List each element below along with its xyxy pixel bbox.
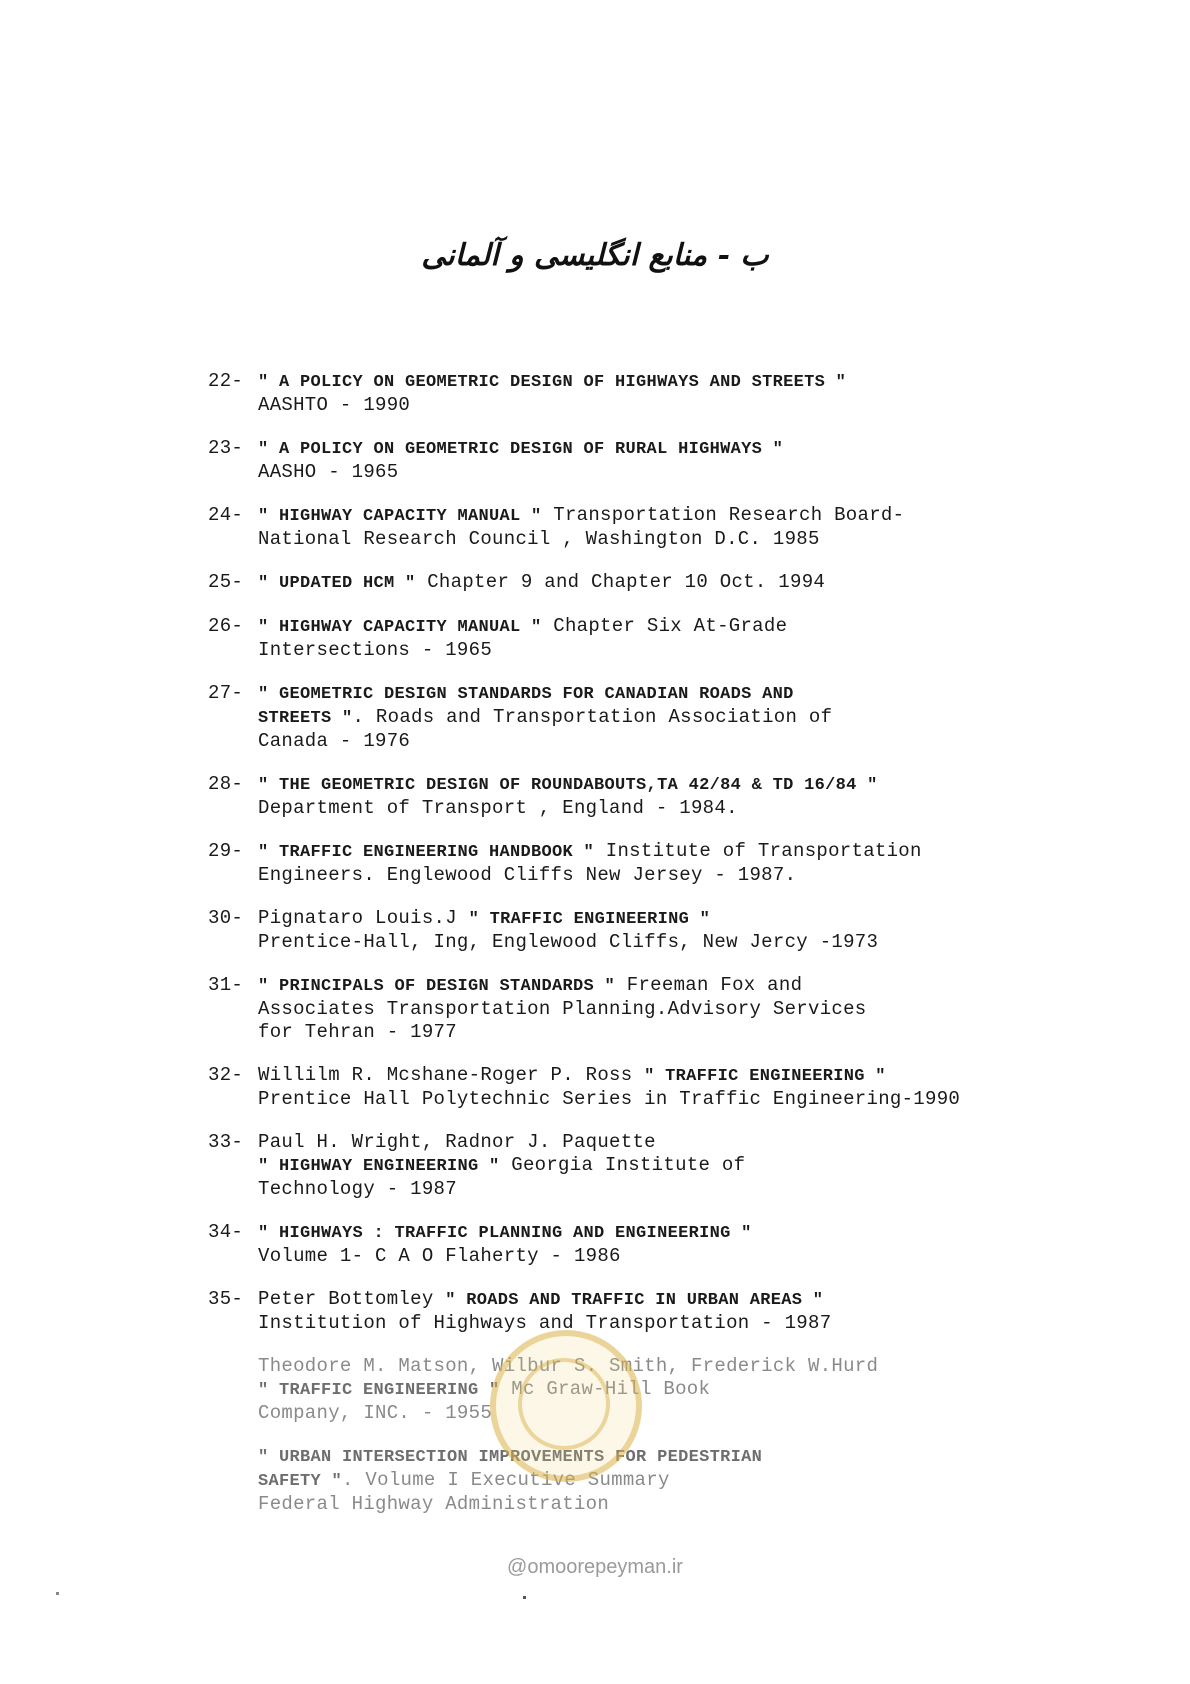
reference-line	[208, 974, 1168, 998]
reference-text: Chapter 9 and Chapter 10 Oct. 1994	[415, 571, 826, 593]
reference-line	[208, 639, 1168, 662]
reference-line	[208, 504, 1168, 528]
reference-title: " GEOMETRIC DESIGN STANDARDS FOR CANADIAN ROADS AND	[258, 685, 794, 704]
reference-number: 23-	[208, 437, 244, 459]
reference-text: Chapter Six At-Grade	[541, 615, 788, 637]
reference-item	[208, 437, 1168, 484]
reference-line	[208, 1245, 1168, 1268]
reference-text: Paul H. Wright, Radnor J. Paquette	[258, 1131, 656, 1153]
reference-text: Mc Graw-Hill Book	[499, 1378, 711, 1400]
reference-title: " HIGHWAY ENGINEERING "	[258, 1157, 500, 1176]
reference-line	[208, 1178, 1168, 1201]
reference-title: " URBAN INTERSECTION IMPROVEMENTS FOR PEDESTRIAN	[258, 1448, 763, 1467]
reference-text: Theodore M. Matson, Wilbur S. Smith, Frederick W.Hurd	[258, 1355, 879, 1377]
reference-text: Prentice-Hall, Ing, Englewood Cliffs, New Jercy -1973	[258, 931, 879, 953]
reference-line	[208, 797, 1168, 820]
reference-line	[208, 998, 1168, 1021]
reference-item	[208, 773, 1168, 820]
reference-line	[208, 1355, 1168, 1378]
reference-line	[208, 394, 1168, 417]
reference-line	[208, 1088, 1168, 1111]
reference-text: AASHTO - 1990	[258, 394, 411, 416]
reference-line	[208, 615, 1168, 639]
reference-number: 29-	[208, 840, 244, 862]
reference-title: " A POLICY ON GEOMETRIC DESIGN OF RURAL HIGHWAYS "	[258, 440, 784, 459]
reference-line	[208, 931, 1168, 954]
reference-item	[208, 615, 1168, 662]
reference-line	[208, 461, 1168, 484]
reference-number: 35-	[208, 1288, 244, 1310]
reference-text: Institute of Transportation	[594, 840, 922, 862]
reference-item	[208, 840, 1168, 887]
scan-speck	[56, 1592, 59, 1595]
reference-number: 30-	[208, 907, 244, 929]
reference-number: 31-	[208, 974, 244, 996]
reference-line	[208, 1221, 1168, 1245]
reference-number: 34-	[208, 1221, 244, 1243]
reference-text: Intersections - 1965	[258, 639, 493, 661]
reference-title: " TRAFFIC ENGINEERING HANDBOOK "	[258, 843, 595, 862]
reference-line	[208, 730, 1168, 753]
reference-text: Canada - 1976	[258, 730, 411, 752]
reference-line	[208, 1154, 1168, 1178]
reference-line	[208, 1378, 1168, 1402]
reference-line	[208, 1288, 1168, 1312]
reference-text: Institution of Highways and Transportation - 1987	[258, 1312, 832, 1334]
scan-speck	[523, 1596, 526, 1599]
reference-line	[208, 1493, 1168, 1516]
reference-item	[208, 1355, 1168, 1425]
reference-text: Engineers. Englewood Cliffs New Jersey - 1987.	[258, 864, 797, 886]
reference-title: " HIGHWAYS : TRAFFIC PLANNING AND ENGINEERING "	[258, 1224, 752, 1243]
reference-item	[208, 370, 1168, 417]
reference-item	[208, 1221, 1168, 1268]
reference-number: 32-	[208, 1064, 244, 1086]
reference-number: 26-	[208, 615, 244, 637]
reference-text: Peter Bottomley	[258, 1288, 446, 1310]
reference-number: 22-	[208, 370, 244, 392]
reference-item	[208, 1064, 1168, 1111]
watermark-logo-icon	[490, 1330, 642, 1482]
section-heading: ب - منابع انگلیسی و آلمانی	[421, 238, 769, 273]
reference-item	[208, 682, 1168, 753]
reference-line	[208, 840, 1168, 864]
reference-line	[208, 571, 1168, 595]
reference-line	[208, 370, 1168, 394]
reference-list	[208, 370, 1168, 1516]
reference-title: " A POLICY ON GEOMETRIC DESIGN OF HIGHWAYS AND STREETS "	[258, 373, 847, 392]
reference-text: Technology - 1987	[258, 1178, 457, 1200]
reference-text: Willilm R. Mcshane-Roger P. Ross	[258, 1064, 645, 1086]
reference-text: Volume 1- C A O Flaherty - 1986	[258, 1245, 621, 1267]
reference-line	[208, 1469, 1168, 1493]
reference-line	[208, 706, 1168, 730]
reference-title: " UPDATED HCM "	[258, 574, 416, 593]
reference-text: Company, INC. - 1955	[258, 1402, 493, 1424]
reference-number: 25-	[208, 571, 244, 593]
reference-item	[208, 974, 1168, 1044]
reference-text: Prentice Hall Polytechnic Series in Traffic Engineering-1990	[258, 1088, 961, 1110]
reference-title: " HIGHWAY CAPACITY MANUAL "	[258, 618, 542, 637]
reference-line	[208, 1021, 1168, 1044]
reference-item	[208, 1288, 1168, 1335]
reference-text: Pignataro Louis.J	[258, 907, 469, 929]
reference-item	[208, 1131, 1168, 1201]
reference-text: Freeman Fox and	[615, 974, 803, 996]
reference-title: " THE GEOMETRIC DESIGN OF ROUNDABOUTS,TA 42/84 & TD 16/84 "	[258, 776, 878, 795]
reference-text: Associates Transportation Planning.Advisory Services	[258, 998, 867, 1020]
reference-line	[208, 1445, 1168, 1469]
reference-line	[208, 682, 1168, 706]
reference-text: . Roads and Transportation Association of	[352, 706, 833, 728]
reference-line	[208, 1064, 1168, 1088]
reference-text: Federal Highway Administration	[258, 1493, 610, 1515]
reference-title: " TRAFFIC ENGINEERING "	[644, 1067, 886, 1086]
reference-line	[208, 528, 1168, 551]
reference-line	[208, 1402, 1168, 1425]
reference-title: " PRINCIPALS OF DESIGN STANDARDS "	[258, 977, 616, 996]
reference-text: Georgia Institute of	[499, 1154, 746, 1176]
reference-title: " TRAFFIC ENGINEERING "	[258, 1381, 500, 1400]
reference-text: for Tehran - 1977	[258, 1021, 457, 1043]
reference-item	[208, 907, 1168, 954]
reference-line	[208, 907, 1168, 931]
reference-item	[208, 504, 1168, 551]
reference-item	[208, 571, 1168, 595]
reference-title: SAFETY "	[258, 1472, 343, 1491]
reference-number: 24-	[208, 504, 244, 526]
reference-line	[208, 1312, 1168, 1335]
reference-title: " HIGHWAY CAPACITY MANUAL "	[258, 507, 542, 526]
reference-text: AASHO - 1965	[258, 461, 399, 483]
reference-text: . Volume I Executive Summary	[342, 1469, 670, 1491]
reference-line	[208, 773, 1168, 797]
reference-line	[208, 864, 1168, 887]
reference-number: 28-	[208, 773, 244, 795]
reference-line	[208, 1131, 1168, 1154]
reference-text: National Research Council , Washington D.C. 1985	[258, 528, 820, 550]
reference-title: " ROADS AND TRAFFIC IN URBAN AREAS "	[445, 1291, 824, 1310]
reference-item	[208, 1445, 1168, 1516]
watermark-text: @omoorepeyman.ir	[507, 1556, 683, 1578]
reference-title: STREETS "	[258, 709, 353, 728]
reference-number: 27-	[208, 682, 244, 704]
reference-text: Transportation Research Board-	[541, 504, 905, 526]
reference-number: 33-	[208, 1131, 244, 1153]
reference-line	[208, 437, 1168, 461]
reference-title: " TRAFFIC ENGINEERING "	[468, 910, 711, 929]
reference-text: Department of Transport , England - 1984.	[258, 797, 738, 819]
